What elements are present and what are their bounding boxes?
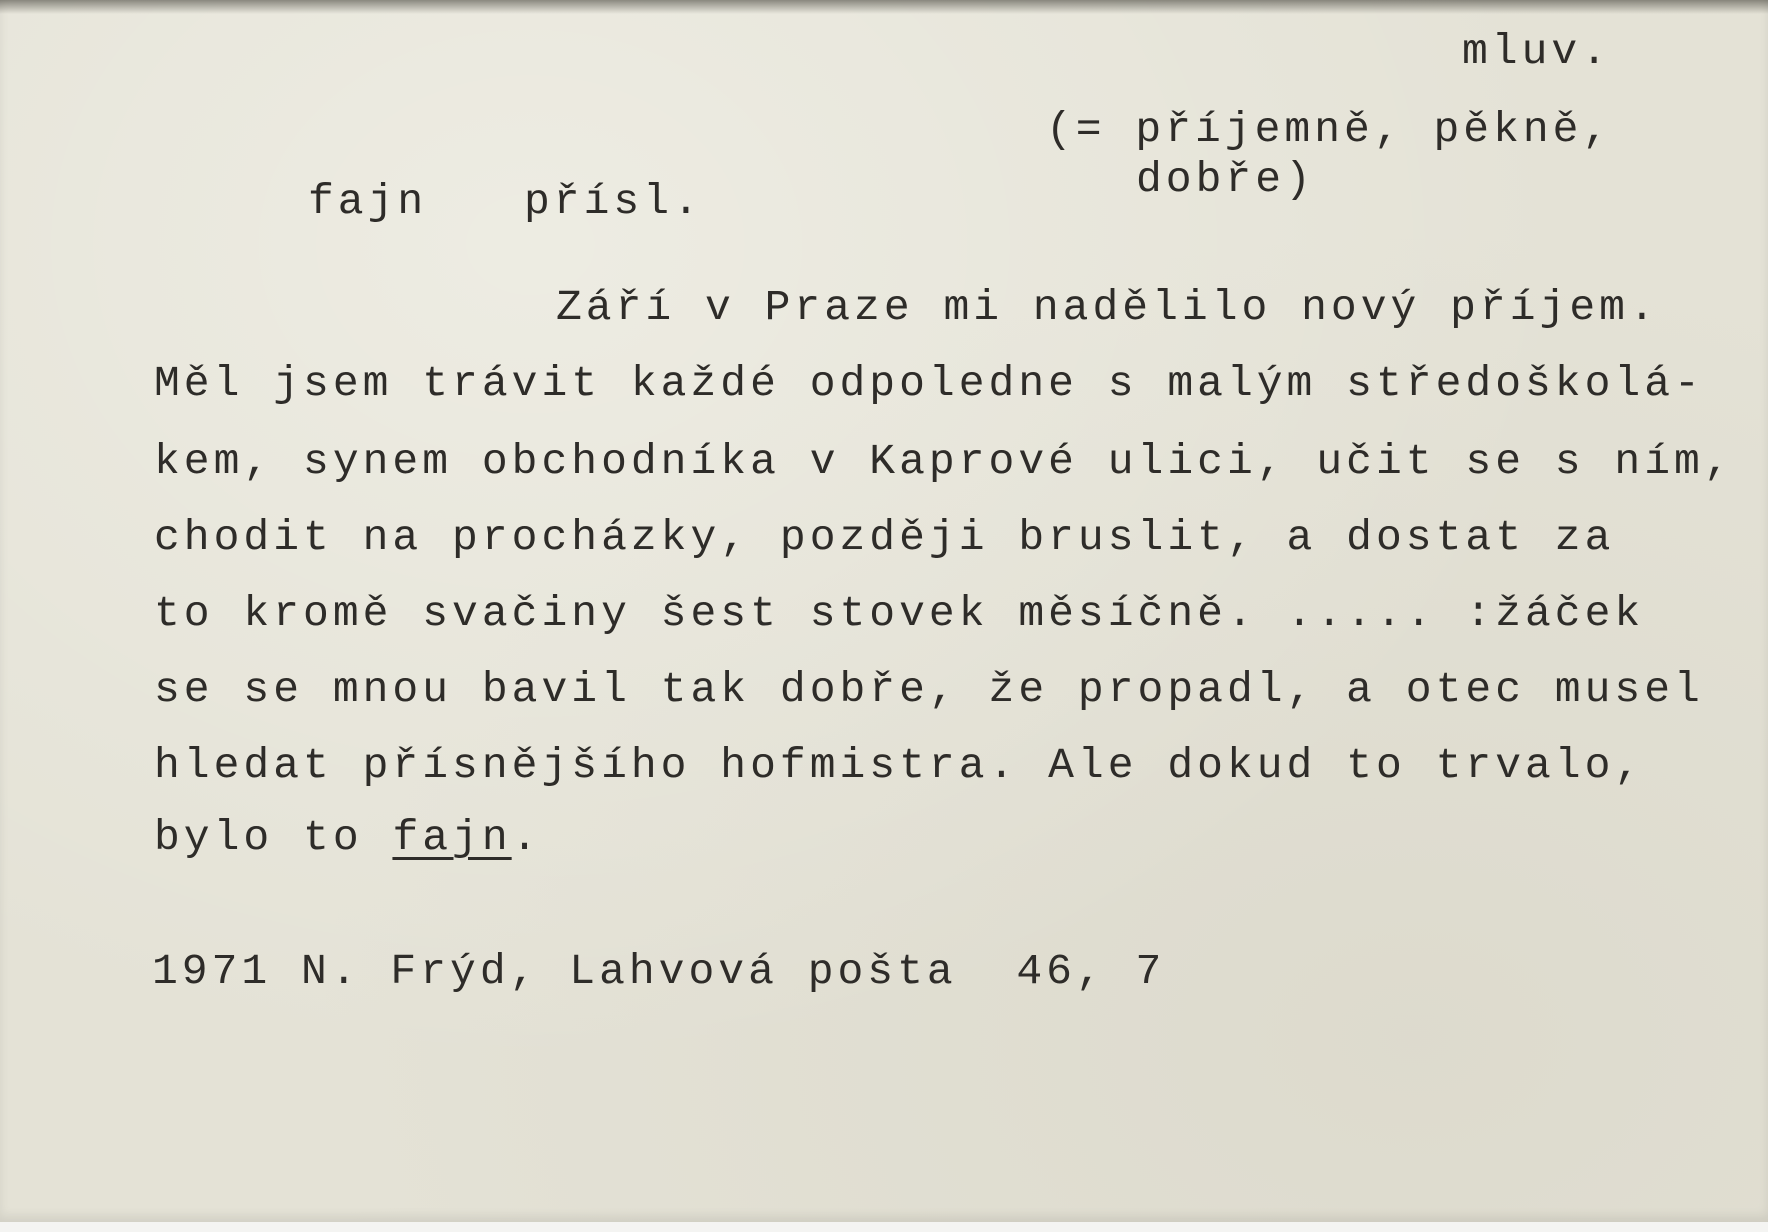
citation: 1971 N. Frýd, Lahvová pošta 46, 7 [152,947,1166,996]
gloss-line-2: dobře) [1136,155,1315,204]
part-of-speech: přísl. [524,177,703,226]
example-line-8 [154,813,542,862]
gloss-line-1: (= příjemně, pěkně, [1046,105,1613,154]
example-line-5: to kromě svačiny šest stovek měsíčně. ..... :žáček [154,589,1645,638]
headword: fajn [308,177,428,226]
example-line-4: chodit na procházky, později bruslit, a dostat za [154,513,1615,562]
example-line-3: kem, synem obchodníka v Kaprové ulici, učit se s ním, [154,437,1734,486]
example-keyword: fajn [392,813,512,862]
example-line-2: Měl jsem trávit každé odpoledne s malým středoškolá- [154,359,1704,408]
example-line-7: hledat přísnějšího hofmistra. Ale dokud to trvalo, [154,741,1645,790]
example-line-6: se se mnou bavil tak dobře, že propadl, a otec musel [154,665,1704,714]
example-line-8-suffix: . [511,813,542,862]
scan-border [0,1222,1768,1232]
example-line-8-prefix: bylo to [154,813,393,862]
example-line-1: Září v Praze mi nadělilo nový příjem. [556,283,1659,332]
register-label: mluv. [1462,27,1612,76]
